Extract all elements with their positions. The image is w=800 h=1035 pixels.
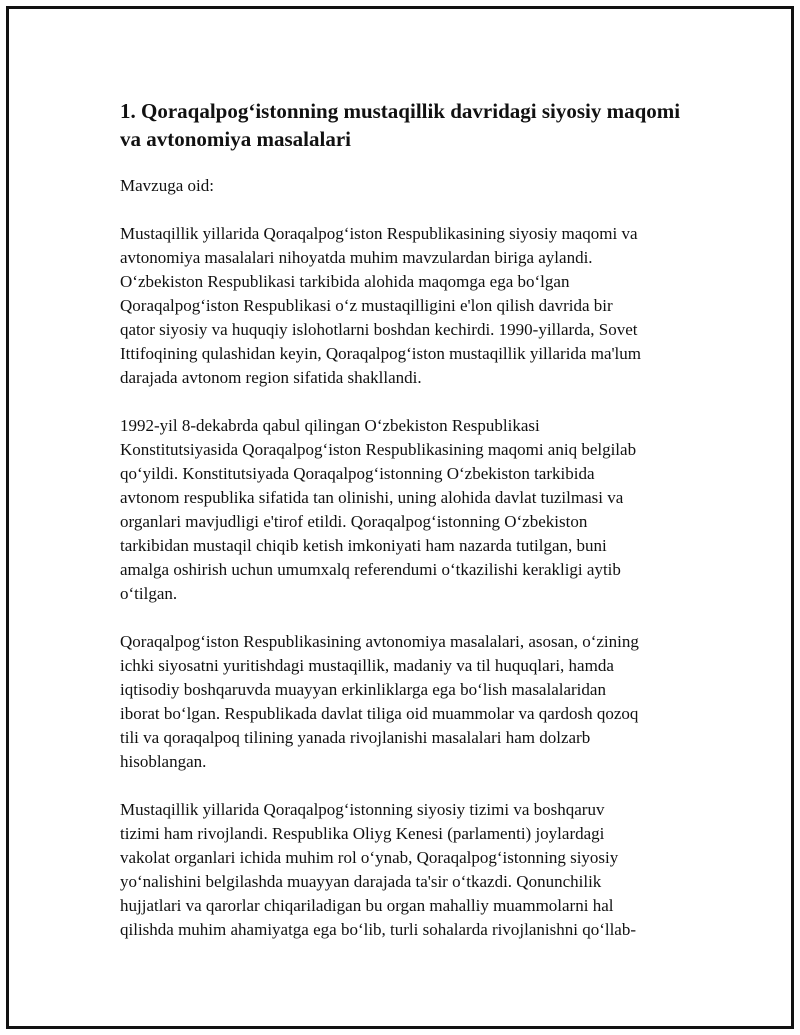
text-line: qo‘yildi. Konstitutsiyada Qoraqalpog‘istonning O‘zbekiston tarkibida <box>120 464 595 483</box>
text-line: avtonomiya masalalari nihoyatda muhim mavzulardan biriga aylandi. <box>120 248 593 267</box>
paragraph-1 <box>120 222 695 390</box>
text-line: Mustaqillik yillarida Qoraqalpog‘istonning siyosiy tizimi va boshqaruv <box>120 800 605 819</box>
text-line: tili va qoraqalpoq tilining yanada rivojlanishi masalalari ham dolzarb <box>120 728 591 747</box>
text-line: 1992-yil 8-dekabrda qabul qilingan O‘zbekiston Respublikasi <box>120 416 540 435</box>
text-line: O‘zbekiston Respublikasi tarkibida alohida maqomga ega bo‘lgan <box>120 272 570 291</box>
text-line: yo‘nalishini belgilashda muayyan darajada ta'sir o‘tkazdi. Qonunchilik <box>120 872 602 891</box>
text-line: Qoraqalpog‘iston Respublikasining avtonomiya masalalari, asosan, o‘zining <box>120 632 639 651</box>
title-line: 1. Qoraqalpog‘istonning mustaqillik davridagi siyosiy maqomi <box>120 99 681 123</box>
text-line: vakolat organlari ichida muhim rol o‘ynab, Qoraqalpog‘istonning siyosiy <box>120 848 619 867</box>
text-line: hisoblangan. <box>120 752 207 771</box>
title-line: va avtonomiya masalalari <box>120 127 351 151</box>
text-line: Mustaqillik yillarida Qoraqalpog‘iston Respublikasining siyosiy maqomi va <box>120 224 638 243</box>
text-line: tizimi ham rivojlandi. Respublika Oliyg Kenesi (parlamenti) joylardagi <box>120 824 605 843</box>
text-line: ichki siyosatni yuritishdagi mustaqillik, madaniy va til huquqlari, hamda <box>120 656 614 675</box>
paragraph-4 <box>120 798 695 942</box>
text-line: iqtisodiy boshqaruvda muayyan erkinliklarga ega bo‘lish masalalaridan <box>120 680 606 699</box>
paragraph-2 <box>120 414 695 606</box>
paragraph-3 <box>120 630 695 774</box>
text-line: qilishda muhim ahamiyatga ega bo‘lib, turli sohalarda rivojlanishni qo‘llab- <box>120 920 637 939</box>
text-line: amalga oshirish uchun umumxalq referendumi o‘tkazilishi kerakligi aytib <box>120 560 621 579</box>
document-body <box>120 97 695 966</box>
text-line: o‘tilgan. <box>120 584 178 603</box>
text-line: Konstitutsiyasida Qoraqalpog‘iston Respublikasining maqomi aniq belgilab <box>120 440 637 459</box>
topic-label: Mavzuga oid: <box>120 176 214 195</box>
text-line: qator siyosiy va huquqiy islohotlarni boshdan kechirdi. 1990-yillarda, Sovet <box>120 320 638 339</box>
text-line: Qoraqalpog‘iston Respublikasi o‘z mustaqilligini e'lon qilish davrida bir <box>120 296 613 315</box>
document-title <box>120 97 695 153</box>
text-line: tarkibidan mustaqil chiqib ketish imkoniyati ham nazarda tutilgan, buni <box>120 536 607 555</box>
text-line: organlari mavjudligi e'tirof etildi. Qoraqalpog‘istonning O‘zbekiston <box>120 512 588 531</box>
text-line: avtonom respublika sifatida tan olinishi, uning alohida davlat tuzilmasi va <box>120 488 624 507</box>
text-line: darajada avtonom region sifatida shakllandi. <box>120 368 422 387</box>
text-line: iborat bo‘lgan. Respublikada davlat tiliga oid muammolar va qardosh qozoq <box>120 704 639 723</box>
text-line: Ittifoqining qulashidan keyin, Qoraqalpog‘iston mustaqillik yillarida ma'lum <box>120 344 642 363</box>
page-frame <box>6 6 794 1029</box>
text-line: hujjatlari va qarorlar chiqariladigan bu organ mahalliy muammolarni hal <box>120 896 614 915</box>
